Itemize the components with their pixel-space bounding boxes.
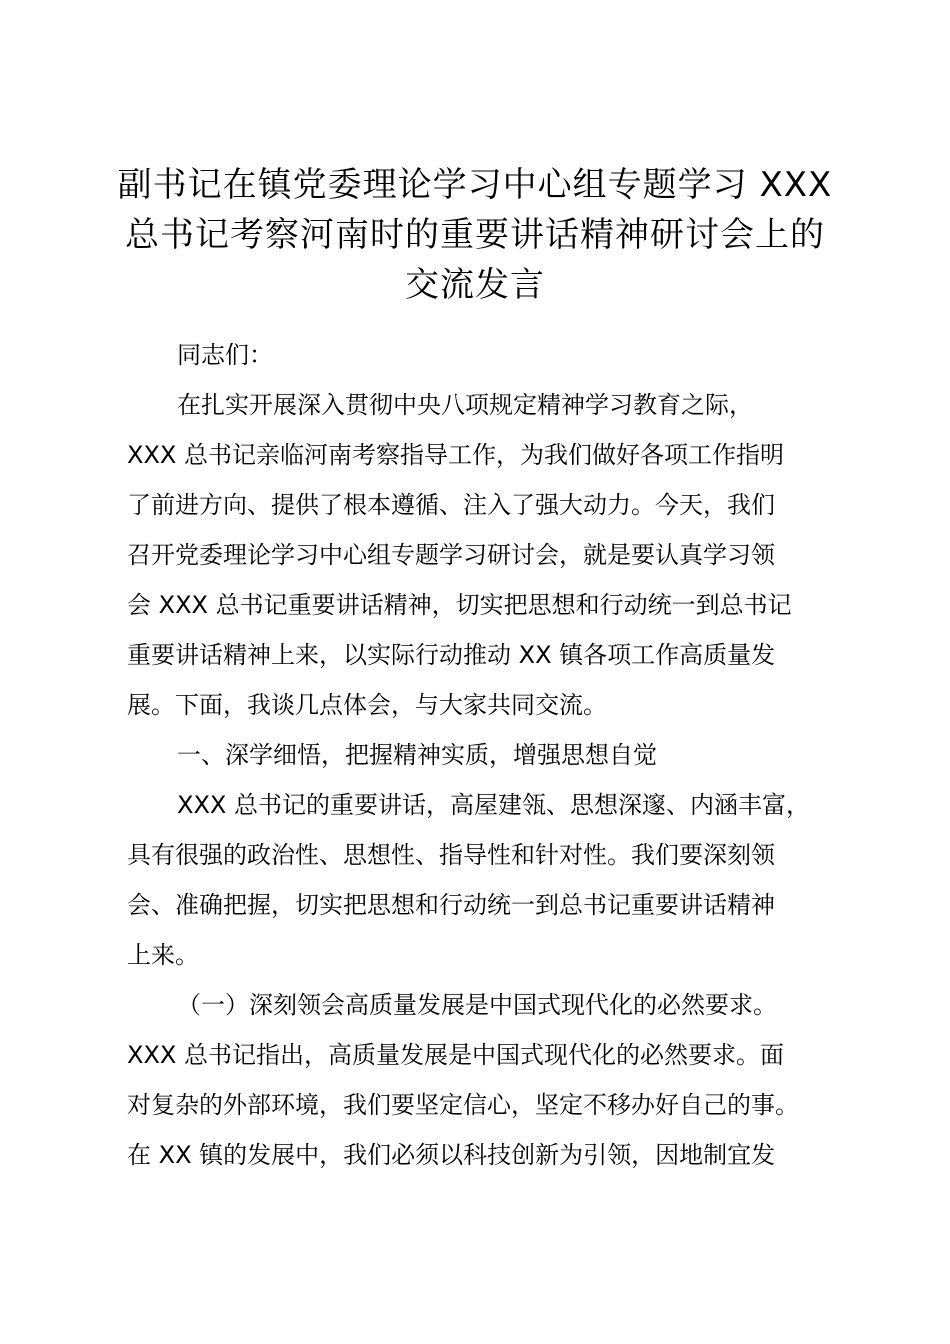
document-body xyxy=(127,330,837,1180)
paragraph-line: XXX 总书记指出，高质量发展是中国式现代化的必然要求。面 xyxy=(127,1041,784,1069)
paragraph-line: 会、准确把握，切实把思想和行动统一到总书记重要讲话精神 xyxy=(127,891,775,919)
document-title xyxy=(110,160,840,310)
paragraph-section-1 xyxy=(127,780,837,980)
section-heading: 一、深学细悟，把握精神实质，增强思想自觉 xyxy=(177,741,657,769)
title-line: 交流发言 xyxy=(405,265,545,305)
paragraph-line: 上来。 xyxy=(127,941,199,969)
title-line: 总书记考察河南时的重要讲话精神研讨会上的 xyxy=(125,215,825,255)
paragraph-line: 具有很强的政治性、思想性、指导性和针对性。我们要深刻领 xyxy=(127,841,775,869)
salutation: 同志们： xyxy=(177,341,273,369)
paragraph-line: XXX 总书记亲临河南考察指导工作，为我们做好各项工作指明 xyxy=(127,441,784,469)
paragraph-line: 了前进方向、提供了根本遵循、注入了强大动力。今天，我们 xyxy=(127,491,775,519)
paragraph-subsection-1 xyxy=(127,980,837,1180)
paragraph-line: 在扎实开展深入贯彻中央八项规定精神学习教育之际， xyxy=(177,391,753,419)
paragraph-line: 会 XXX 总书记重要讲话精神，切实把思想和行动统一到总书记 xyxy=(127,591,792,619)
paragraph-line: 召开党委理论学习中心组专题学习研讨会，就是要认真学习领 xyxy=(127,541,775,569)
paragraph-line: 展。下面，我谈几点体会，与大家共同交流。 xyxy=(127,691,607,719)
title-line: 副书记在镇党委理论学习中心组专题学习 XXX xyxy=(117,165,833,205)
paragraph-line: XXX 总书记的重要讲话，高屋建瓴、思想深邃、内涵丰富， xyxy=(177,791,810,819)
paragraph-line: 重要讲话精神上来，以实际行动推动 XX 镇各项工作高质量发 xyxy=(127,641,776,669)
paragraph-intro xyxy=(127,380,837,730)
paragraph-line: 对复杂的外部环境，我们要坚定信心，坚定不移办好自己的事。 xyxy=(127,1091,799,1119)
paragraph-line: 在 XX 镇的发展中，我们必须以科技创新为引领，因地制宜发 xyxy=(127,1141,776,1169)
paragraph-line: （一）深刻领会高质量发展是中国式现代化的必然要求。 xyxy=(177,991,777,1019)
